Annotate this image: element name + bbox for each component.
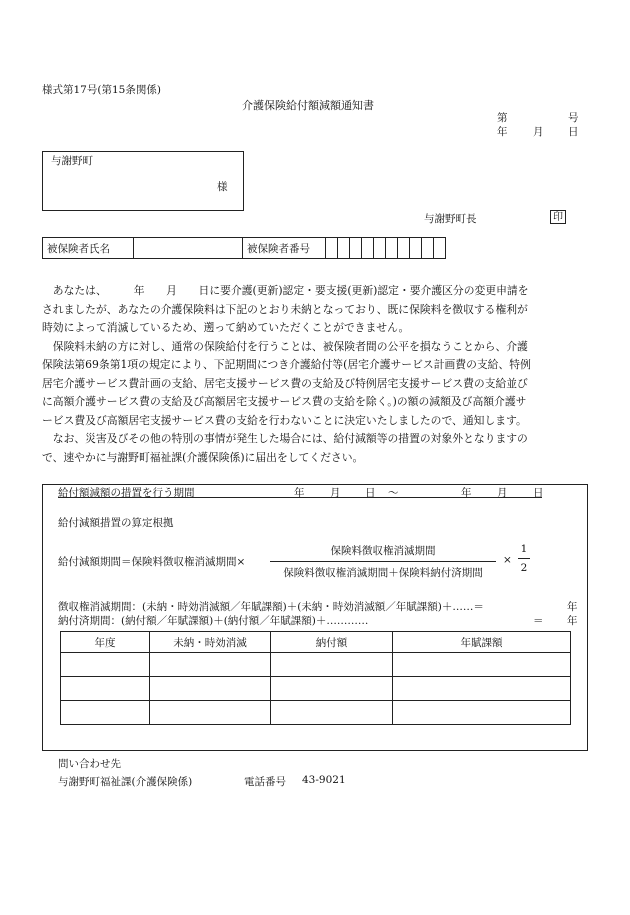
half-denominator: 2 bbox=[520, 562, 528, 574]
number-label-dai: 第 bbox=[497, 112, 508, 124]
half-numerator: 1 bbox=[520, 543, 528, 555]
insured-number-label: 被保険者番号 bbox=[243, 238, 326, 259]
insured-number-digit[interactable] bbox=[422, 238, 434, 259]
fraction-numerator: 保険料徴収権消滅期間 bbox=[330, 545, 436, 557]
table-cell[interactable] bbox=[271, 677, 393, 701]
seal-mark: 印 bbox=[550, 210, 566, 224]
paid-unit: 年 bbox=[567, 615, 578, 627]
column-header-paid: 納付額 bbox=[271, 632, 393, 653]
body-line: 居宅介護サービス費計画の支給、居宅支援サービス費の支給及び特例居宅支援サービス費の支給並び bbox=[42, 376, 528, 390]
insured-number-digit[interactable] bbox=[410, 238, 422, 259]
extinct-unit: 年 bbox=[567, 601, 578, 613]
date-month-label: 月 bbox=[533, 126, 544, 138]
from-month-label: 月 bbox=[330, 487, 341, 499]
insured-number-digit[interactable] bbox=[386, 238, 398, 259]
phone-number: 43-9021 bbox=[302, 774, 346, 786]
insured-name-field[interactable] bbox=[134, 238, 243, 259]
insured-number-digit[interactable] bbox=[362, 238, 374, 259]
basis-title: 給付減額措置の算定根拠 bbox=[58, 517, 174, 529]
body-line: なお、災害及びその他の特別の事情が発生した場合には、給付減額等の措置の対象外となりますの bbox=[52, 432, 528, 445]
insured-number-digit[interactable] bbox=[338, 238, 350, 259]
paid-period-line: 納付済期間：(納付額／年賦課額)＋(納付額／年賦課額)＋………… bbox=[58, 615, 369, 627]
document-title: 介護保険給付額減額通知書 bbox=[242, 99, 374, 112]
period-underline bbox=[58, 497, 542, 498]
formula-fraction bbox=[270, 543, 496, 580]
table-header-row bbox=[61, 632, 571, 653]
body-line: 保険法第69条第1項の規定により、下記期間につき介護給付等(居宅介護サービス計画費の支給、特例 bbox=[42, 358, 531, 371]
column-header-unpaid: 未納・時効消滅 bbox=[150, 632, 271, 653]
date-day-label: 日 bbox=[568, 126, 579, 138]
body-line: 保険料未納の方に対し、通常の保険給付を行うことは、被保険者間の公平を損なうことから、介護 bbox=[52, 339, 528, 353]
number-label-go: 号 bbox=[568, 112, 579, 124]
issuer-title: 与謝野町長 bbox=[424, 213, 477, 225]
insured-number-digit[interactable] bbox=[434, 238, 446, 259]
body-line: されましたが、あなたの介護保険料は下記のとおり未納となっており、既に保険料を徴収する権利が bbox=[42, 302, 528, 316]
table-cell[interactable] bbox=[150, 701, 271, 725]
contact-label: 問い合わせ先 bbox=[58, 758, 121, 770]
body-line: に高額介護サービス費の支給及び高額居宅支援サービス費の支給を除く。)の額の減額及び高額介護サ bbox=[42, 395, 527, 408]
calculation-table bbox=[60, 631, 571, 725]
table-cell[interactable] bbox=[271, 653, 393, 677]
date-year-label: 年 bbox=[497, 126, 508, 138]
addressee-town: 与謝野町 bbox=[51, 155, 93, 167]
half-fraction bbox=[518, 543, 530, 574]
insured-number-digit[interactable] bbox=[350, 238, 362, 259]
period-tilde: ～ bbox=[388, 487, 399, 499]
insured-number-digit[interactable] bbox=[374, 238, 386, 259]
fraction-bar bbox=[270, 561, 496, 562]
form-number: 様式第17号(第15条関係) bbox=[42, 84, 161, 96]
table-cell[interactable] bbox=[61, 701, 150, 725]
fraction-denominator: 保険料徴収権消滅期間＋保険料納付済期間 bbox=[283, 567, 483, 579]
insured-number-digit[interactable] bbox=[398, 238, 410, 259]
notice-body bbox=[42, 282, 580, 467]
extinct-period-line: 徴収権消滅期間：(未納・時効消滅額／年賦課額)＋(未納・時効消滅額／年賦課額)＋……＝ bbox=[58, 601, 484, 613]
contact-department: 与謝野町福祉課(介護保険係) bbox=[58, 776, 193, 788]
formula-times: × bbox=[503, 554, 512, 566]
table-row bbox=[61, 653, 571, 677]
phone-label: 電話番号 bbox=[244, 776, 286, 788]
body-line: 時効によって消滅しているため、遡って納めていただくことができません。 bbox=[42, 321, 410, 334]
formula-lhs: 給付減額期間＝保険料徴収権消滅期間× bbox=[58, 556, 246, 568]
column-header-year: 年度 bbox=[61, 632, 150, 653]
table-cell[interactable] bbox=[61, 677, 150, 701]
table-row bbox=[61, 701, 571, 725]
table-cell[interactable] bbox=[393, 653, 571, 677]
table-cell[interactable] bbox=[393, 677, 571, 701]
table-cell[interactable] bbox=[61, 653, 150, 677]
table-cell[interactable] bbox=[393, 701, 571, 725]
column-header-annual: 年賦課額 bbox=[393, 632, 571, 653]
to-year-label: 年 bbox=[461, 487, 472, 499]
table-row bbox=[61, 677, 571, 701]
body-line: ービス費及び高額居宅支援サービス費の支給を行わないことに決定いたしましたので、通知します。 bbox=[42, 413, 527, 427]
paid-equals: ＝ bbox=[533, 615, 544, 627]
insured-table bbox=[42, 237, 446, 259]
body-line: で、速やかに与謝野町福祉課(介護保険係)に届出をしてください。 bbox=[42, 450, 364, 464]
period-label: 給付額減額の措置を行う期間 bbox=[58, 487, 195, 499]
addressee-honorific: 様 bbox=[217, 181, 228, 193]
to-month-label: 月 bbox=[497, 487, 508, 499]
insured-name-label: 被保険者氏名 bbox=[43, 238, 134, 259]
body-line: あなたは、 年 月 日に要介護(更新)認定・要支援(更新)認定・要介護区分の変更申請を bbox=[52, 284, 529, 297]
from-year-label: 年 bbox=[294, 487, 305, 499]
insured-number-digit[interactable] bbox=[326, 238, 338, 259]
from-day-label: 日 bbox=[365, 487, 376, 499]
addressee-box[interactable] bbox=[42, 151, 244, 211]
to-day-label: 日 bbox=[533, 487, 544, 499]
table-cell[interactable] bbox=[271, 701, 393, 725]
half-fraction-bar bbox=[518, 558, 530, 559]
table-cell[interactable] bbox=[150, 653, 271, 677]
table-cell[interactable] bbox=[150, 677, 271, 701]
